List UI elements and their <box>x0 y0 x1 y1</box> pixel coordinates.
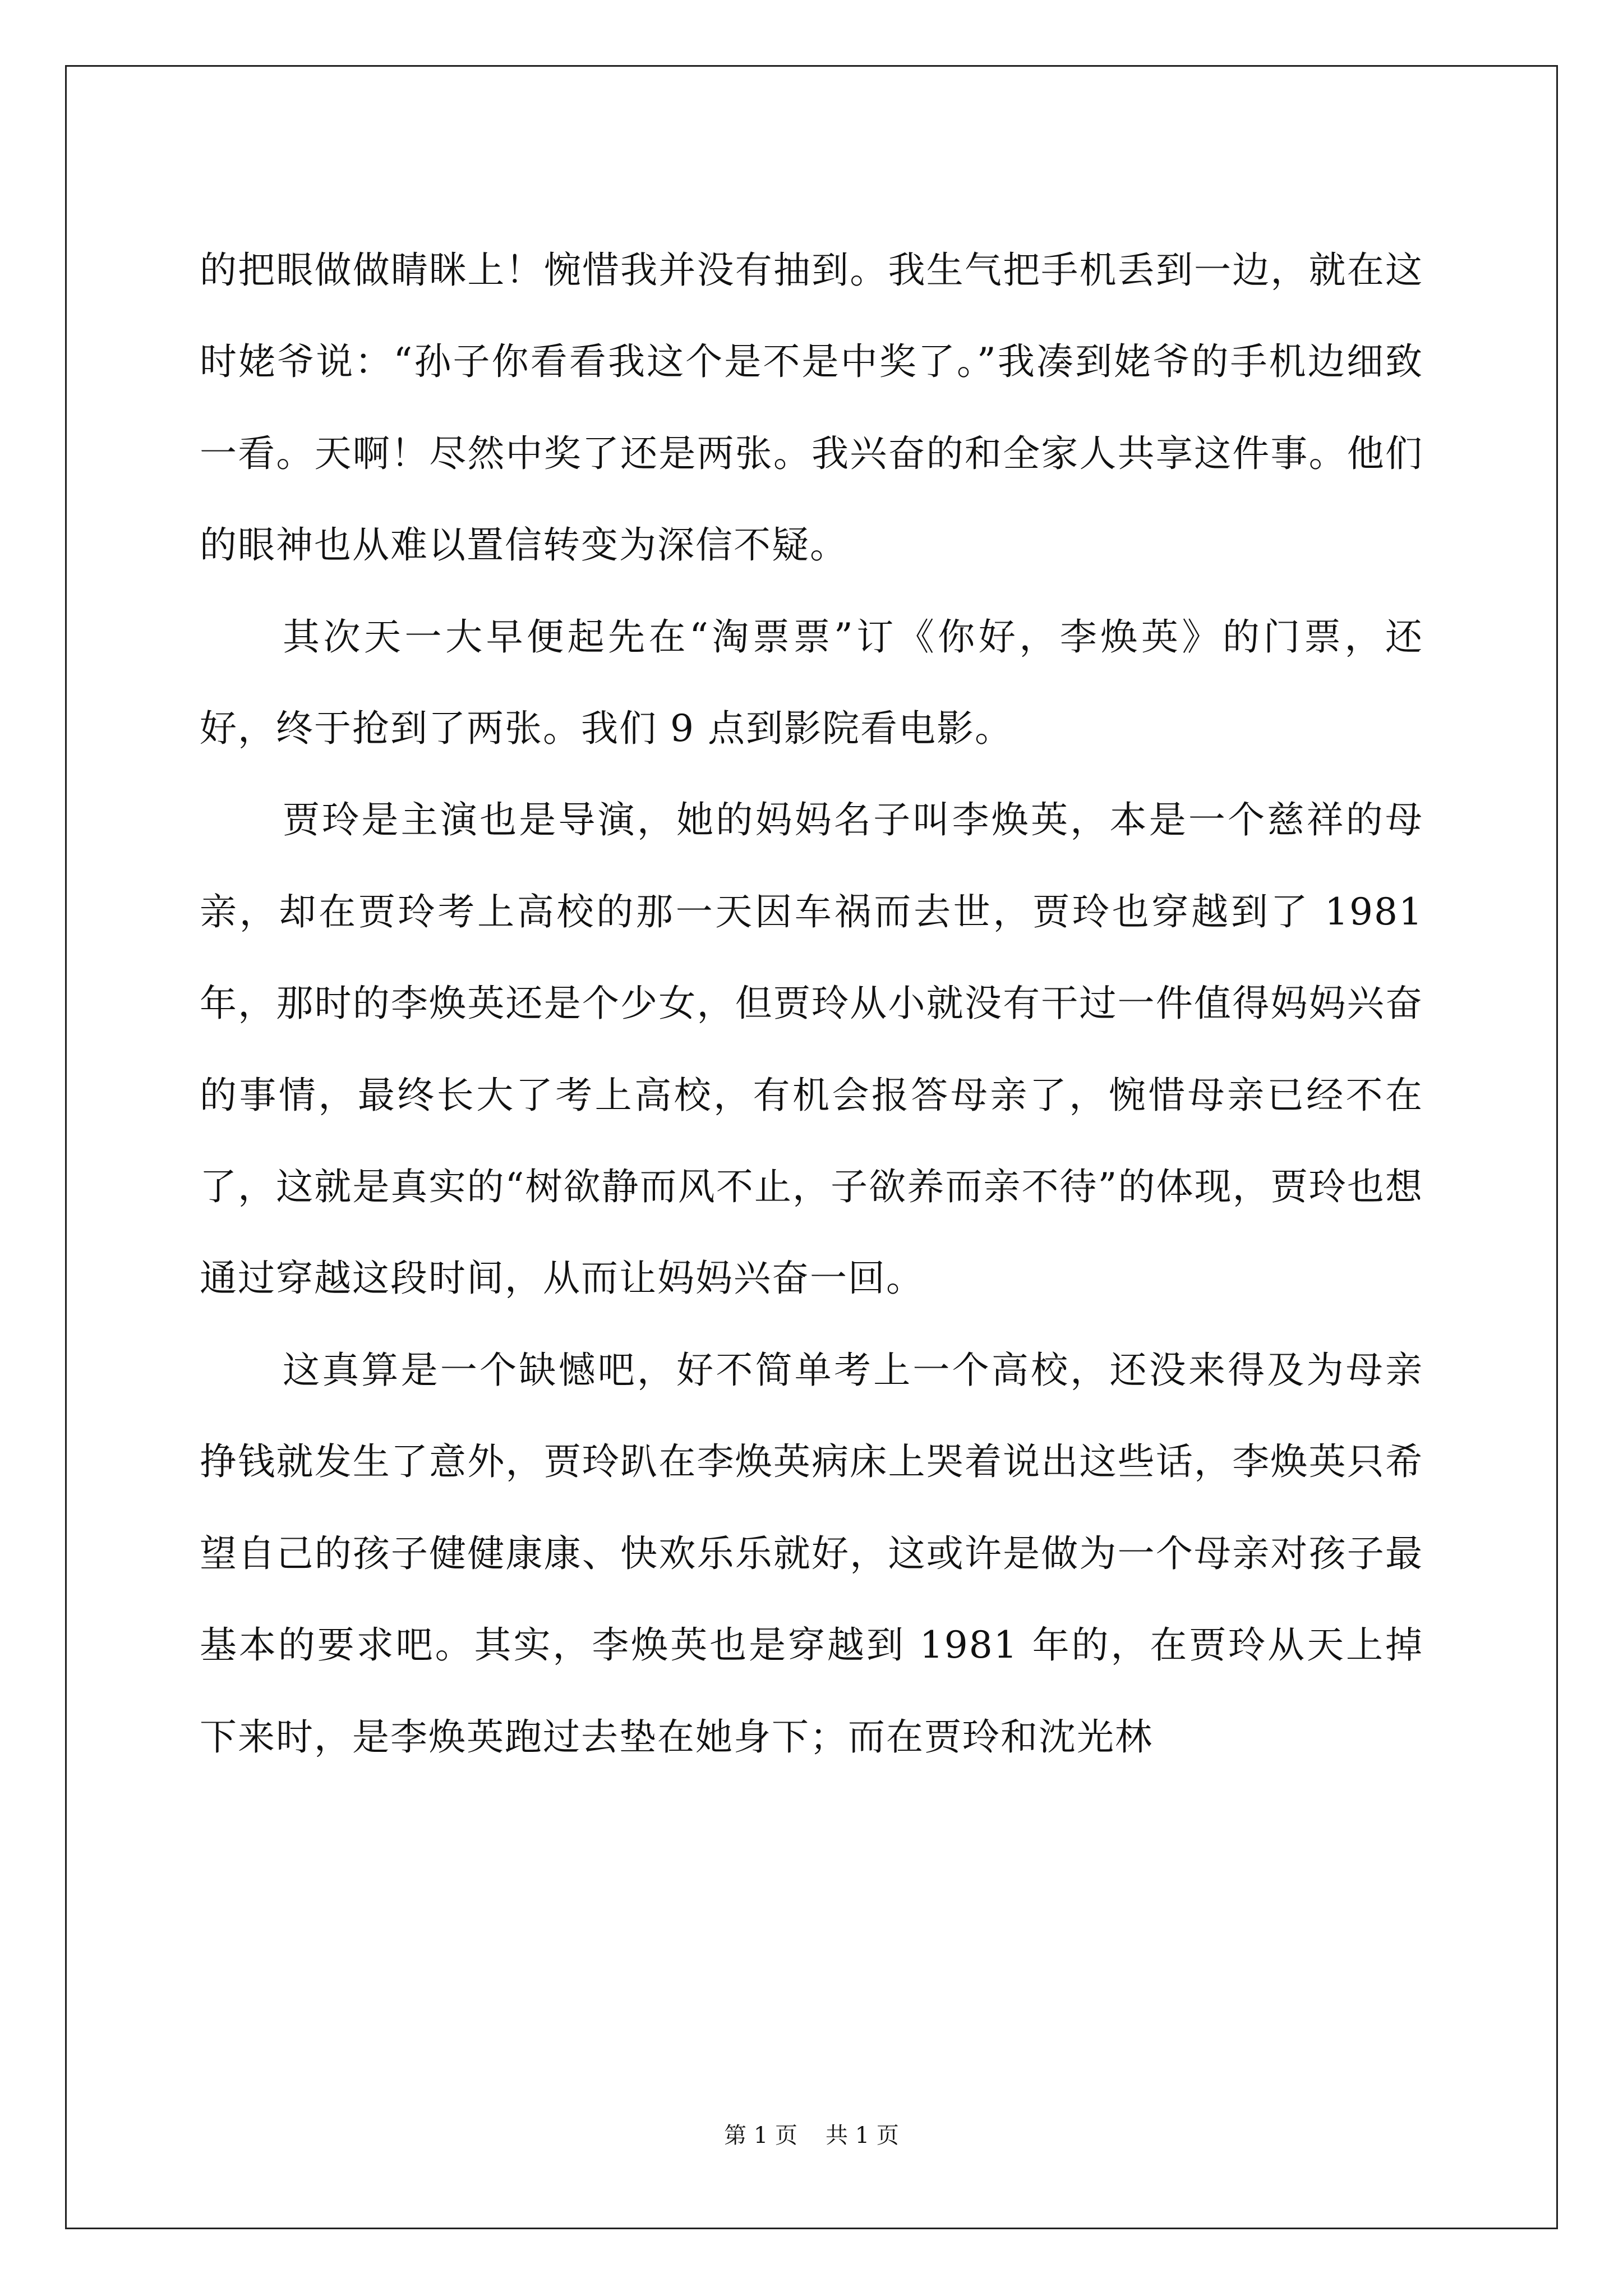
page-number-total: 共 1 页 <box>826 2123 899 2148</box>
paragraph-2: 其次天一大早便起先在“淘票票”订《你好，李焕英》的门票，还好，终于抢到了两张。我们 9 点到影院看电影。 <box>200 615 1423 751</box>
page-number-current: 第 1 页 <box>724 2123 797 2148</box>
paragraph-1: 的把眼做做睛眯上！惋惜我并没有抽到。我生气把手机丢到一边，就在这时姥爷说：“孙子你看看我这个是不是中奖了。”我凑到姥爷的手机边细致一看。天啊！尽然中奖了还是两张。我兴奋的和全家人共享这件事。他们的眼神也从难以置信转变为深信不疑。 <box>200 249 1423 567</box>
paragraph-3: 贾玲是主演也是导演，她的妈妈名子叫李焕英，本是一个慈祥的母亲，却在贾玲考上高校的那一天因车祸而去世，贾玲也穿越到了 1981 年，那时的李焕英还是个少女，但贾玲从小就没有干过一件值得妈妈兴奋的事情，最终长大了考上高校，有机会报答母亲了，惋惜母亲已经不在了，这就是真实的“树欲静而风不止，子欲养而亲不待”的体现，贾玲也想通过穿越这段时间，从而让妈妈兴奋一回。 <box>200 798 1423 1300</box>
paragraph-4: 这真算是一个缺憾吧，好不简单考上一个高校，还没来得及为母亲挣钱就发生了意外，贾玲趴在李焕英病床上哭着说出这些话，李焕英只希望自己的孩子健健康康、快欢乐乐就好，这或许是做为一个母亲对孩子最基本的要求吧。其实，李焕英也是穿越到 1981 年的，在贾玲从天上掉下来时，是李焕英跑过去垫在她身下；而在贾玲和沈光林 <box>200 1348 1423 1759</box>
page-footer <box>0 2122 1623 2150</box>
document-body <box>200 224 1423 1783</box>
